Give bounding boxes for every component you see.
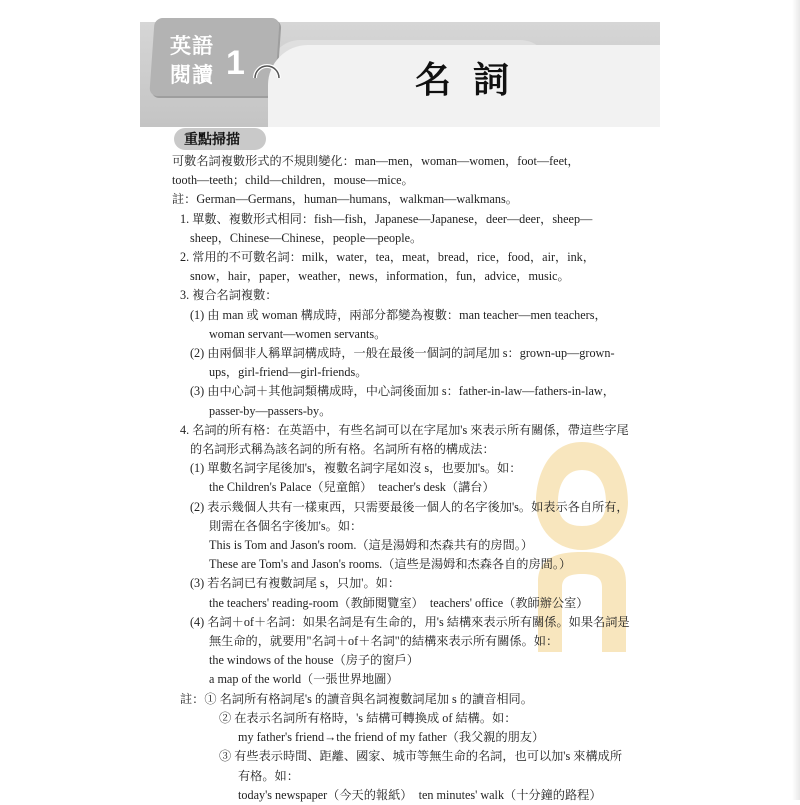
text-line: a map of the world（一張世界地圖） xyxy=(209,672,399,687)
page-edge xyxy=(792,0,800,800)
text-line: passer-by—passers-by。 xyxy=(209,403,332,418)
text-line: 註：① 名詞所有格詞尾's 的讀音與名詞複數詞尾加 s 的讀音相同。 xyxy=(180,691,533,706)
chapter-title: 名詞 xyxy=(415,60,532,101)
text-line: (3) 由中心詞＋其他詞類構成時，中心詞後面加 s：father-in-law—fathers-in-law， xyxy=(190,384,615,399)
text-line: (3) 若名詞已有複數詞尾 s，只加'。如： xyxy=(190,576,401,591)
text-line: 2. 常用的不可數名詞：milk，water，tea，meat，bread，rice，food，air，ink， xyxy=(180,250,595,265)
unit-number: 1 xyxy=(226,44,245,82)
text-line: my father's friend→the friend of my father（我父親的朋友） xyxy=(238,730,545,745)
text-line: 的名詞形式稱為該名詞的所有格。名詞所有格的構成法： xyxy=(190,442,495,457)
unit-label: 英語 閱讀 xyxy=(170,34,214,87)
text-line: today's newspaper（今天的報紙） ten minutes' walk（十分鐘的路程） xyxy=(238,787,602,802)
arc-decoration-icon xyxy=(252,60,282,80)
text-line: woman servant—women servants。 xyxy=(209,326,387,341)
text-line: 則需在各個名字後加's。如： xyxy=(209,518,363,533)
text-line: 有格。如： xyxy=(238,768,299,783)
text-line: snow，hair，paper，weather，news，information，fun，advice，music。 xyxy=(190,269,570,284)
text-line: tooth—teeth；child—children，mouse—mice。 xyxy=(172,173,414,188)
text-line: ② 在表示名詞所有格時，'s 結構可轉換成 of 結構。如： xyxy=(219,710,517,725)
text-line: 無生命的，就要用"名詞＋of＋名詞"的結構來表示所有關係。如： xyxy=(209,634,559,649)
text-line: sheep，Chinese—Chinese，people—people。 xyxy=(190,230,423,245)
text-line: (2) 由兩個非人稱單詞構成時，一般在最後一個詞的詞尾加 s：grown-up—grown- xyxy=(190,346,615,361)
text-line: 3. 複合名詞複數： xyxy=(180,288,278,303)
text-line: ③ 有些表示時間、距離、國家、城市等無生命的名詞，也可以加's 來構成所 xyxy=(219,749,623,764)
text-line: 可數名詞複數形式的不規則變化：man—men，woman—women，foot—feet， xyxy=(172,154,580,168)
text-line: the windows of the house（房子的窗戶） xyxy=(209,653,419,668)
text-line: 4. 名詞的所有格：在英語中，有些名詞可以在字尾加's 來表示所有關係，帶這些字尾 xyxy=(180,422,629,437)
section-title: 重點掃描 xyxy=(184,132,240,148)
text-line: the teachers' reading-room（教師閱覽室） teachers' office（教師辦公室） xyxy=(209,595,589,610)
text-line: the Children's Palace（兒童館） teacher's desk（講台） xyxy=(209,480,495,495)
text-line: (1) 單數名詞字尾後加's，複數名詞字尾如沒 s，也要加's。如： xyxy=(190,461,522,476)
text-line: These are Tom's and Jason's rooms.（這些是湯姆和杰森各自的房間。） xyxy=(209,557,572,572)
text-line: ups，girl-friend—girl-friends。 xyxy=(209,365,368,380)
text-line: 1. 單數、複數形式相同：fish—fish，Japanese—Japanese，deer—deer，sheep— xyxy=(180,211,593,226)
text-line: 註：German—Germans，human—humans，walkman—walkmans。 xyxy=(172,192,518,207)
text-line: (1) 由 man 或 woman 構成時，兩部分都變為複數：man teacher—men teachers， xyxy=(190,307,607,322)
text-body xyxy=(172,152,658,805)
text-line: This is Tom and Jason's room.（這是湯姆和杰森共有的房間。） xyxy=(209,538,534,553)
text-line: (2) 表示幾個人共有一樣東西，只需要最後一個人的名字後加's。如表示各自所有， xyxy=(190,499,629,514)
text-line: (4) 名詞＋of＋名詞：如果名詞是有生命的，用's 結構來表示所有關係。如果名詞是 xyxy=(190,614,630,629)
